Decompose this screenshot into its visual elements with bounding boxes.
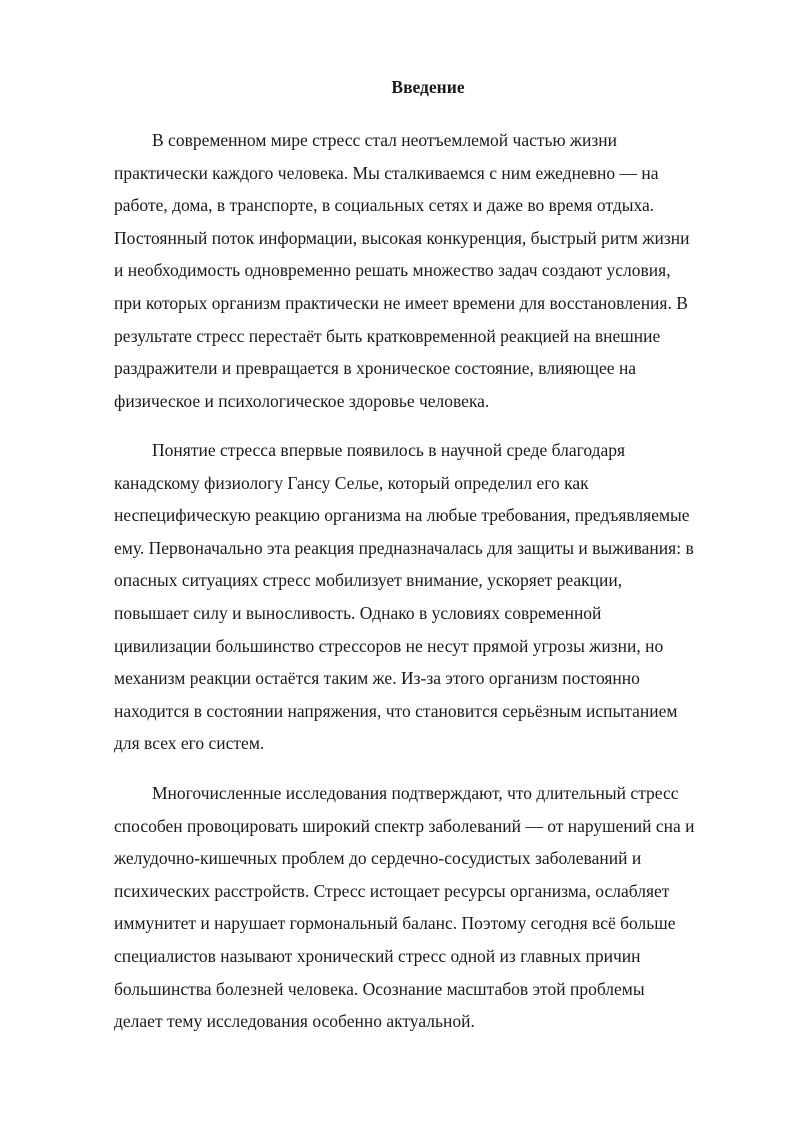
- text-line: желудочно-кишечных проблем до сердечно-сосудистых заболеваний и: [114, 848, 642, 869]
- text-line: работе, дома, в транспорте, в социальных сетях и даже во время отдыха.: [114, 195, 655, 216]
- text-line: способен провоцировать широкий спектр заболеваний — от нарушений сна и: [114, 815, 695, 836]
- paragraph-3: [114, 777, 744, 1038]
- text-line: большинства болезней человека. Осознание масштабов этой проблемы: [114, 978, 645, 999]
- text-line: при которых организм практически не имеет времени для восстановления. В: [114, 292, 688, 313]
- paragraph-2: [114, 434, 744, 760]
- text-line: Понятие стресса впервые появилось в научной среде благодаря: [152, 440, 626, 460]
- text-line: находится в состоянии напряжения, что становится серьёзным испытанием: [114, 700, 678, 721]
- text-line: Постоянный поток информации, высокая конкуренция, быстрый ритм жизни: [114, 227, 690, 248]
- text-line: механизм реакции остаётся таким же. Из-за этого организм постоянно: [114, 668, 640, 689]
- text-line: повышает силу и выносливость. Однако в условиях современной: [114, 602, 602, 623]
- text-line: иммунитет и нарушает гормональный баланс. Поэтому сегодня всё больше: [114, 913, 676, 934]
- text-line: физическое и психологическое здоровье человека.: [114, 390, 490, 411]
- text-line: неспецифическую реакцию организма на любые требования, предъявляемые: [114, 505, 690, 526]
- text-line: канадскому физиологу Гансу Селье, который определил его как: [114, 472, 589, 493]
- text-line: В современном мире стресс стал неотъемлемой частью жизни: [152, 130, 618, 150]
- text-line: раздражители и превращается в хроническое состояние, влияющее на: [114, 358, 637, 379]
- text-line: делает тему исследования особенно актуальной.: [114, 1011, 475, 1032]
- text-line: Многочисленные исследования подтверждают, что длительный стресс: [152, 783, 679, 803]
- paragraph-1: [114, 124, 744, 417]
- text-line: специалистов называют хронический стресс одной из главных причин: [114, 945, 641, 966]
- text-line: результате стресс перестаёт быть кратковременной реакцией на внешние: [114, 325, 661, 346]
- text-line: для всех его систем.: [114, 733, 265, 754]
- text-line: цивилизации большинство стрессоров не несут прямой угрозы жизни, но: [114, 635, 664, 656]
- page-title: Введение: [391, 77, 465, 97]
- text-line: и необходимость одновременно решать множество задач создают условия,: [114, 260, 671, 281]
- text-line: практически каждого человека. Мы сталкиваемся с ним ежедневно — на: [114, 162, 659, 183]
- text-line: ему. Первоначально эта реакция предназначалась для защиты и выживания: в: [114, 537, 694, 558]
- text-line: психических расстройств. Стресс истощает ресурсы организма, ослабляет: [114, 880, 670, 901]
- text-line: опасных ситуациях стресс мобилизует внимание, ускоряет реакции,: [114, 570, 623, 591]
